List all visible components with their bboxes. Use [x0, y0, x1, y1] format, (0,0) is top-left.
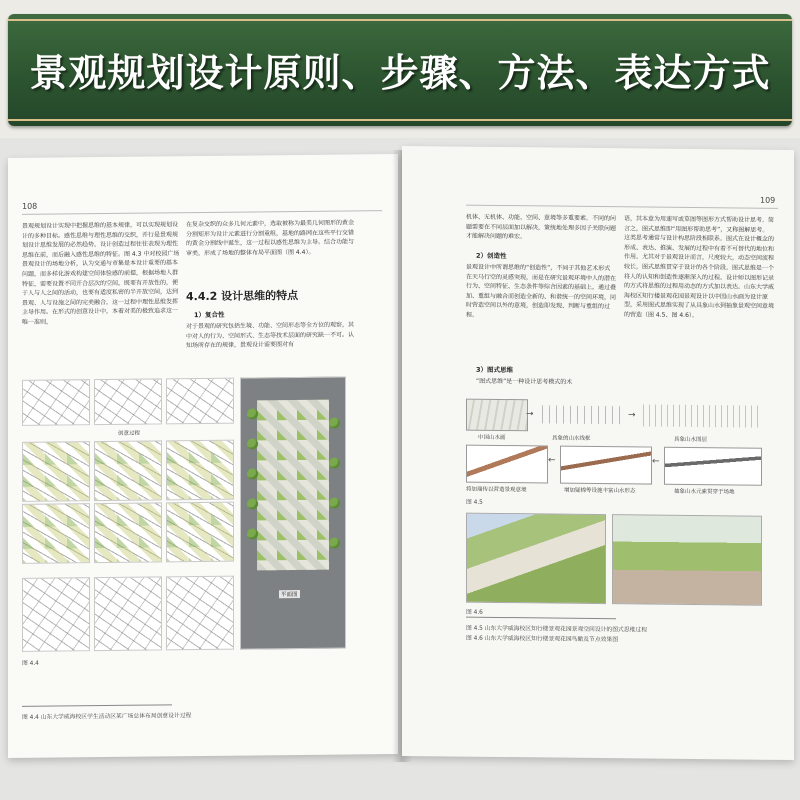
sketch-panel	[22, 577, 90, 652]
right-header-rule	[466, 205, 778, 209]
arrow-right-icon: →	[526, 409, 534, 420]
node-render-photo	[612, 514, 762, 606]
banner-plate	[8, 14, 792, 126]
sketch-panel	[94, 378, 162, 425]
tree-icon	[247, 408, 258, 419]
master-plan-panel	[240, 377, 346, 650]
figure-tag: 图 4.4	[22, 660, 39, 667]
left-page	[8, 154, 398, 758]
right-page-number: 109	[760, 195, 776, 205]
right-column-2: 语，其本意为用速写或草图等图形方式帮助设计思考。简言之，图式思维即“用图形帮助思考”，又称图解思考。这类思考通常与设计构思阶段相联系。图式在设计概念的形成、表达、推演、发展的过程中有着不可替代的地位和作用。尤其对于景观设计而言，尺度较大，动态空间流程较长，图式思维贯穿于设计的各个阶段。图式思维是一个将人的认知和创造性逐渐深入的过程。设计师以图形记录的方式将思维的过程用动态的方式加以表达。山东大学威海校区知行楼景观花园景观设计以中国山水画为设计原型，采用图式思维实现了从具象山水到抽象景观空间意境的营造（图 4.5、图 4.6）。	[624, 215, 774, 319]
subheading-composite: 1）复合性	[194, 310, 225, 320]
left-column-1: 景观规划设计实现中把握思维的基本规律，可以实现规划设计的多种目标。感性思维与理性思维的交织，并行是景观规划设计思维发展的必然趋势，设计创造过程往往表现为理性思维在前，而后融入感性思维的特征。图 4.3 中对校园广场景观设计的场地分析，认为交通与市集是本设计重要的基本问题，而多样化游戏构建空间体验感的前提，根据场地人群特征，需要设置不同开合层次的空间，既要有开放性的，便于人与人之间的活动，也要有适度私密的半开放空间，达到景观、人与设施之间的完美融合，这一过程中理性思维发挥主导作用。在形式的创意设计中，本着对美的极致追求这一唯一准则，	[22, 221, 180, 326]
plan-panel	[94, 502, 162, 563]
scene-panel	[560, 446, 652, 485]
plan-panel	[22, 441, 90, 502]
plan-panel	[22, 503, 90, 564]
creative-process-label: 创意过程	[118, 430, 141, 437]
section-heading: 4.4.2 设计思维的特点	[186, 289, 299, 304]
open-book	[0, 138, 800, 800]
tree-icon	[329, 418, 340, 429]
sketch-panel	[94, 576, 162, 651]
arrow-left-icon: ←	[652, 456, 660, 467]
figure-4-5-tag: 图 4.5	[466, 499, 483, 506]
left-page-number: 108	[22, 201, 38, 211]
diagram-label-a: 中国山水画	[478, 434, 506, 442]
plan-panel	[166, 440, 234, 501]
tree-icon	[329, 458, 340, 469]
left-column-2b: 对于景观的研究包括生境、功能、空间形态等全方位的观察，其中对人的行为、空间形式、生态等技术层面的研究缺一不可。认知场所存在的规律，景观设计需要图对有	[186, 321, 355, 350]
scene-panel	[664, 447, 762, 486]
plan-label: 平面图	[279, 590, 300, 598]
diagram-label-e: 增加疑棉等设施丰富山水形态	[564, 487, 636, 495]
diagram-label-c: 具象山水图层	[674, 436, 708, 444]
scene-panel	[466, 445, 548, 484]
tree-icon	[329, 498, 340, 509]
aerial-render-photo	[466, 513, 606, 604]
arrow-right-icon: →	[628, 410, 636, 421]
figure-caption: 图 4.4 山东大学威海校区学生活动区某广场总体布局创意设计过程	[22, 713, 192, 721]
caption-rule	[466, 617, 616, 620]
mountain-line-panel	[536, 405, 626, 424]
tree-icon	[247, 528, 258, 539]
figure-4-5-caption: 图 4.5 山东大学威海校区知行楼景观花园景观空间设计的图式思维过程	[466, 625, 648, 634]
diagram-label-b: 具象的山水线框	[552, 435, 591, 442]
right-column-1c: “图式思维”是一种设计思考模式的术	[476, 377, 573, 386]
subheading-creative: 2）创造性	[476, 251, 507, 261]
mountain-layer-panel	[638, 404, 758, 427]
right-column-1b: 景观设计中所谓思维的“创造性”，不同于其他艺术形式在天马行空的灵感突现，而是在研究景观环境中人的潜在行为、空间特征、生态条件等综合因素的基础上，通过叠加、重组与融合而创造全新的、和谐统一的空间环境，同时营造空间以外的意境，创造即发现、判断与重组的过程。	[466, 263, 616, 319]
subheading-schema: 3）图式思维	[476, 365, 514, 375]
figure-4-6-tag: 图 4.6	[466, 609, 483, 616]
plan-panel	[166, 502, 234, 563]
diagram-label-d: 将加瑞传以营造景观意境	[466, 486, 527, 494]
tree-icon	[247, 498, 258, 509]
diagram-label-f: 抽象山水元素贯穿于场地	[674, 488, 735, 496]
landscape-painting-panel	[466, 399, 528, 432]
figure-4-6-caption: 图 4.6 山东大学威海校区知行楼景观花园鸟瞰及节点效果图	[466, 635, 619, 644]
right-column-1a: 机体、无机体、功能、空间、意境等多重要素。不同的问题需要在不同层面加以解决，策统地处理多因子关联问题才能解决问题的难宏。	[466, 213, 616, 241]
left-header-rule	[22, 210, 382, 215]
tree-icon	[247, 468, 258, 479]
banner	[0, 0, 800, 138]
sketch-panel	[166, 378, 234, 425]
left-column-2: 在复杂交织的众多几何元素中，选取被称为最美几何图形的黄金分割矩形为设计元素进行分割重组，基地的路网在这些平行交错的黄金分割线中诞生，这一过程以感性思维为主导。结合功能与审美，形成了场地的整体布局平面图（图 4.4）。	[186, 219, 355, 257]
sketch-panel	[166, 576, 234, 651]
tree-icon	[247, 438, 258, 449]
arrow-left-icon: ←	[548, 455, 556, 466]
right-page	[402, 146, 794, 760]
plaza-core	[257, 400, 329, 571]
plan-panel	[94, 440, 162, 501]
sketch-panel	[22, 379, 90, 426]
banner-title: 景观规划设计原则、步骤、方法、表达方式	[29, 51, 771, 95]
tree-icon	[329, 538, 340, 549]
caption-rule	[22, 704, 172, 707]
